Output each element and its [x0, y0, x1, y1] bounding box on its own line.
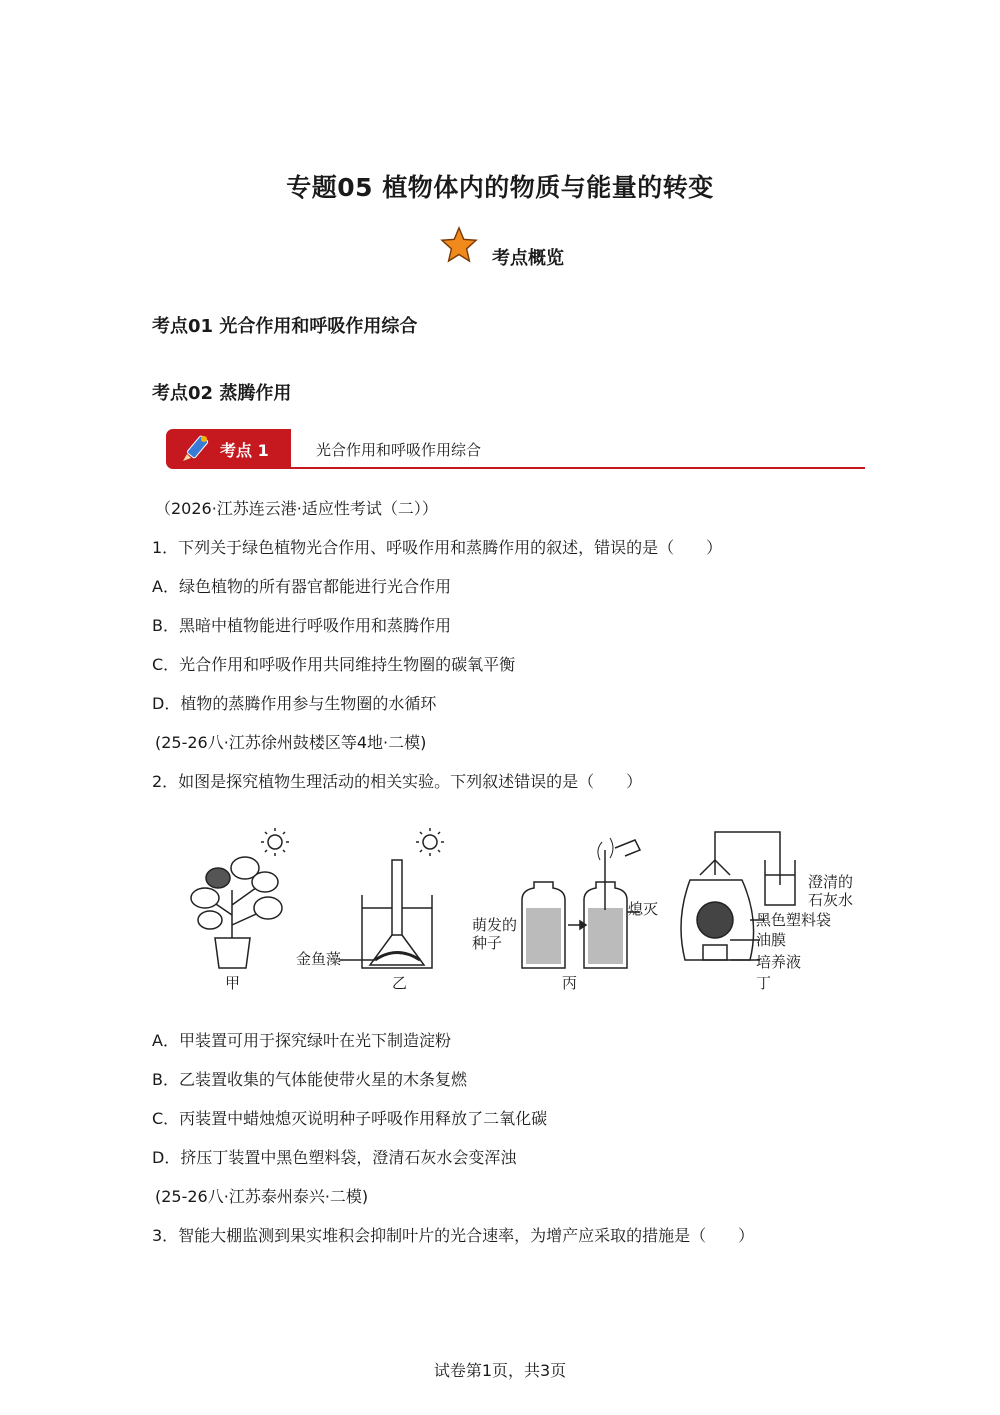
question-2-option-c: C．丙装置中蜡烛熄灭说明种子呼吸作用释放了二氧化碳 — [152, 1109, 548, 1128]
label-heise: 黑色塑料袋 — [756, 911, 832, 929]
kaodian-item-2: 考点02 蒸腾作用 — [152, 383, 292, 404]
question-3-stem: 3．智能大棚监测到果实堆积会抑制叶片的光合速率，为增产应采取的措施是（ ） — [152, 1226, 755, 1245]
label-mengfa-2: 种子 — [472, 934, 503, 952]
label-jinyuzao: 金鱼藻 — [296, 950, 342, 968]
question-1-option-d: D．植物的蒸腾作用参与生物圈的水循环 — [152, 694, 437, 713]
sun-icon-2 — [416, 828, 444, 856]
sun-icon — [261, 828, 289, 856]
kaodian-item-1: 考点01 光合作用和呼吸作用综合 — [152, 316, 418, 337]
label-ding: 丁 — [756, 974, 772, 992]
question-1-source: （2026·江苏连云港·适应性考试（二）） — [155, 499, 438, 518]
experiment-figure — [170, 820, 870, 1000]
question-1-option-a: A．绿色植物的所有器官都能进行光合作用 — [152, 577, 451, 596]
question-1-option-c: C．光合作用和呼吸作用共同维持生物圈的碳氧平衡 — [152, 655, 516, 674]
page-footer: 试卷第1页，共3页 — [433, 1361, 567, 1380]
label-youmo: 油膜 — [756, 931, 787, 949]
section-topic: 光合作用和呼吸作用综合 — [316, 441, 482, 459]
overview-label: 考点概览 — [492, 248, 564, 269]
star-icon — [440, 226, 478, 264]
section-banner — [166, 429, 865, 471]
question-3-source: (25-26八·江苏泰州泰兴·二模) — [155, 1187, 369, 1206]
question-2-option-d: D．挤压丁装置中黑色塑料袋，澄清石灰水会变浑浊 — [152, 1148, 517, 1167]
section-tag-label: 考点 1 — [220, 441, 269, 460]
label-yi: 乙 — [392, 974, 408, 992]
section-tag — [166, 429, 291, 469]
question-2-source: (25-26八·江苏徐州鼓楼区等4地·二模) — [155, 733, 427, 752]
label-peiyangye: 培养液 — [756, 953, 802, 971]
question-2-stem: 2．如图是探究植物生理活动的相关实验。下列叙述错误的是（ ） — [152, 772, 643, 791]
label-chengqing-2: 石灰水 — [808, 891, 854, 909]
question-1-stem: 1．下列关于绿色植物光合作用、呼吸作用和蒸腾作用的叙述，错误的是（ ） — [152, 538, 723, 557]
pencil-icon — [178, 433, 212, 467]
label-mengfa-1: 萌发的 — [472, 916, 518, 934]
page-title: 专题05 植物体内的物质与能量的转变 — [286, 173, 714, 202]
label-ximie: 熄灭 — [628, 900, 659, 918]
question-2-option-b: B．乙装置收集的气体能使带火星的木条复燃 — [152, 1070, 467, 1089]
label-bing: 丙 — [562, 974, 578, 992]
question-2-option-a: A．甲装置可用于探究绿叶在光下制造淀粉 — [152, 1031, 451, 1050]
label-chengqing-1: 澄清的 — [808, 873, 854, 891]
question-1-option-b: B．黑暗中植物能进行呼吸作用和蒸腾作用 — [152, 616, 451, 635]
label-jia: 甲 — [225, 974, 241, 992]
banner-underline — [291, 467, 865, 469]
